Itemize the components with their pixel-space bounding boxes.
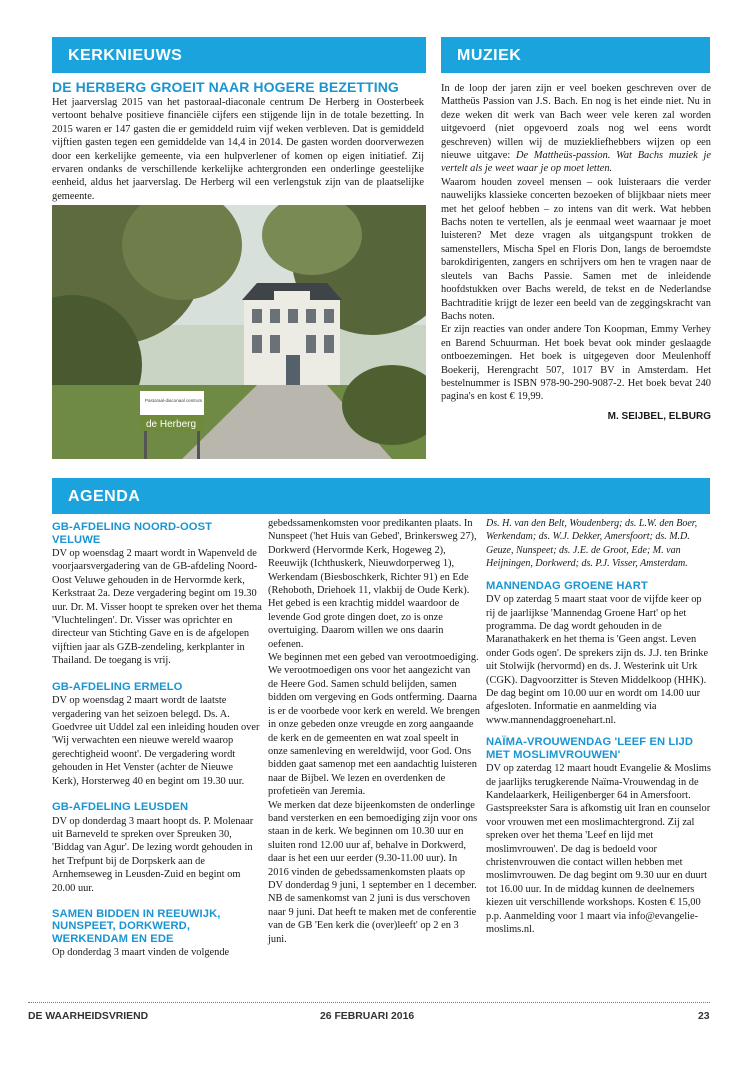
muziek-article [441,82,711,423]
agenda-item-heading: MANNENDAG GROENE HART [486,579,648,592]
agenda-item-heading: GB-AFDELING ERMELO [52,680,183,693]
photo-sign-small-text: Pastoraal-diaconaal centrum [145,398,203,403]
agenda-column-3 [486,517,711,936]
article-title: DE HERBERG GROEIT NAAR HOGERE BEZETTING [52,79,399,95]
herberg-photo-image [52,205,426,459]
kerknieuws-section-title: KERKNIEUWS [68,47,183,64]
agenda-section-title: AGENDA [68,488,141,505]
agenda-item-heading: GB-AFDELING LEUSDEN [52,801,189,813]
agenda-band [52,478,710,514]
agenda-column-2 [268,517,480,946]
agenda-item-text: Op donderdag 3 maart vinden de volgende [52,947,230,959]
footer-publication: DE WAARHEIDSVRIEND [28,1011,149,1022]
kerknieuws-band [52,37,426,73]
kerknieuws-article [52,80,424,203]
footer-date: 26 FEBRUARI 2016 [320,1011,415,1022]
photo-sign-text: de Herberg [146,419,197,430]
muziek-section-title: MUZIEK [457,47,522,64]
muziek-signature: M. SEIJBEL, ELBURG [607,410,711,422]
agenda-item-heading: SAMEN BIDDEN IN REEUWIJK, NUNSPEET, DORKWERD, WERKENDAM EN EDE [52,907,221,945]
muziek-band [441,37,710,73]
article-paragraph: Het jaarverslag 2015 van het pastoraal-diaconale centrum De Herberg in Oosterbeek vertoont behalve positieve financiële cijfers een stijgende lijn in de totale bezetting. In 2015 waren er 147 gasten die er gemiddeld ruim vijf weken verbleven. Dat is gemiddeld vijftien gasten tegen een gemiddelde van 14,4 in 2014. De gasten worden doorverwezen door een kerkelijke gemeente, via een hulpverlener of komen op eigen initiatief. Zij ervaren ondanks de verschillende kerkelijke achtergronden een onderlinge geestelijke eenheid, aldus het jaarverslag. De Herberg wil een verlengstuk zijn van de plaatselijke gemeente. [52,97,424,202]
agenda-prayer-text: gebedssamenkomsten voor predikanten plaats. In Nunspeet ('het Huis van Gebed', Brinkersweg 27), Dorkwerd (Hervormde Kerk, Hogeweg 2), Reeuwijk (Ichthuskerk, Nieuwdorperweg 1), Werkendam (Biesboschkerk, Richter 91) en Ede (Rehoboth, Driehoek 11, vlakbij de Oude Kerk). Het gebed is een krachtig middel waardoor de levende God grote dingen doet, zo is onze overtuiging. Daarom willen we ons daarin oefenen. We beginnen met een gebed van verootmoediging. We verootmoedigen ons voor het aangezicht van de Heere God. Samen schuld belijden, samen bidden om vergeving en Gods ontferming. Daarna is er de voorbede voor kerk en wereld. We brengen in onze gebeden onze vreugde en zorg aangaande de kerk en de gemeenten en wat zoal speelt in onze samenleving en wereldwijd, voor God. Ons bidden gaat samenop met een aandachtig luisteren naar de Bijbel. We lezen en overdenken de profetieën van Jeremia. We merken dat deze bijeenkomsten de onderlinge band versterken en een bemoediging zijn voor ons staan in de kerk. We beginnen om 10.30 uur en sluiten rond 12.00 uur af, behalve in Dorkwerd, daar is het een uur eerder (9.30-11.00 uur). In 2016 vinden de gebedssamenkomsten plaats op DV donderdag 9 juni, 1 september en 1 december. NB de samenkomst van 2 juni is dus verschoven naar 9 juni. Dat heeft te maken met de conferentie van de GB 'Een kerk die (over)leeft' op 2 en 3 juni. [268,518,480,945]
agenda-item-text: DV op zaterdag 12 maart houdt Evangelie & Moslims de jaarlijks terugkerende Naïma-Vrouwendag in de Kandelaarkerk, Heiligenberger 64 in Amersfoort. Gastspreekster Sara is afkomstig uit Iran en counselor voor vrouwen met een moslimachtergrond. Zij zal spreken over het thema 'Leef en lijd met moslimvrouwen'. De dag is bedoeld voor christenvrouwen die contact willen hebben met moslimvrouwen. De dag begint om 9.30 uur en duurt tot 16.00 uur. In de middag kunnen de deelnemers kiezen uit verschillende workshops. Kosten € 15,00 p.p. Aanmelding voor 1 maart via info@evangelie-moslims.nl. [486,763,711,936]
agenda-column-1 [52,521,262,960]
muziek-paragraph-1-text: In de loop der jaren zijn er veel boeken geschreven over de Mattheüs Passion van J.S. Bach. En nog is het einde niet. Nu in deze weken dit werk van Bach weer vele keren zal worden uitgevoerd (niet opgevoerd zoals nog wel eens wordt geschreven) willen wij de muziekliefhebbers wijzen op een nieuwe uitgave: [441,83,711,162]
footer-page-number: 23 [698,1011,710,1022]
agenda-item-text: DV op woensdag 2 maart wordt de laatste vergadering van het seizoen belegd. Ds. A. Goedvree uit Uddel zal een inleiding houden over 'Wij verwachten een nieuwe wereld waarop gerechtigheid woont'. De vergadering wordt gehouden in Het Venster (achter de Nieuwe Kerk), Horsterweg 40 en begint om 19.30 uur. [52,695,260,787]
agenda-item-heading: GB-AFDELING NOORD-OOST VELUWE [52,521,213,546]
agenda-speaker-names: Ds. H. van den Belt, Woudenberg; ds. L.W. den Boer, Werkendam; ds. W.J. Dekker, Amersfoort; ds. M.D. Geuze, Nunspeet; ds. J.E. de Groot, Ede; M. van Heijningen, Dorkwerd; ds. P.J. Visser, Amsterdam. [486,518,698,570]
agenda-item-text: DV op woensdag 2 maart wordt in Wapenveld de voorjaarsvergadering van de GB-afdeling Noord-Oost Veluwe gehouden in de Hervormde kerk, Kerkstraat 2a. Deze vergadering begint om 19.30 uur. Dr. M. Visser hoopt te spreken over het thema 'Vluchtelingen'. Dr. Visser was oprichter en directeur van Stichting Gave en is de afgelopen vijftien jaar als GZB-zendeling, kerkplanter in Thailand. De toegang is vrij. [52,548,262,667]
book-title: De Mattheüs-passion. Wat Bachs muziek je vertelt als je weet waar je op moet letten. [441,150,711,175]
muziek-paragraph-3: Er zijn reacties van onder andere Ton Koopman, Emmy Verhey en Barend Schuurman. Het boek bevat ook minder geslaagde ontboezemingen. Het boek is uitgegeven door Meulenhoff Boekerij, Herengracht 507, 1017 BV in Amsterdam. Het bestelnummer is ISBN 978-90-290-9087-2. Het boek bevat 240 pagina's en kost € 19,99. [441,324,711,403]
agenda-item-text: DV op donderdag 3 maart hoopt ds. P. Molenaar uit Barneveld te spreken over Spreuken 30, 'Biddag van Agur'. De lezing wordt gehouden in het Trefpunt bij de Dorpskerk aan de Arnhemseweg in Leusden-Zuid en begint om 20.00 uur. [52,815,254,894]
muziek-paragraph-1 [441,82,711,176]
herberg-photo [52,205,426,459]
footer-divider [28,1002,710,1003]
agenda-item-text: DV op zaterdag 5 maart staat voor de vijfde keer op rij de jaarlijkse 'Mannendag Groene Hart' op het programma. De dag wordt gehouden in de Maranathakerk en het thema is 'Geen angst. Leven onder Gods ogen'. De sprekers zijn ds. J.J. ten Brinke uit Stolwijk (hervormd) en ds. J. Westerink uit Urk (CGK). Dagvoorzitter is Steven Middelkoop (HHK). De dag begint om 10.00 uur en wordt om 14.00 uur afgesloten. Informatie en aanmelding via www.mannendaggroenehart.nl. [486,594,709,726]
agenda-item-heading: NAÏMA-VROUWENDAG 'LEEF EN LIJD MET MOSLIMVROUWEN' [486,736,694,761]
muziek-paragraph-2: Waarom houden zoveel mensen – ook luisteraars die verder nauwelijks klassieke concerten bezoeken of blijkbaar niets meer met het geloof hebben – zo intens van dit werk. Wat hebben Bachs noten te vertellen, als je eenmaal weet waarnaar je moet luisteren? Met deze vragen als uitgangspunt trokken de samenstellers, Mischa Spel en Floris Don, langs de beroemdste barokdirigenten, zangers en schrijvers om hen te vragen naar de sleutels van Bachs Passie. Samen met de inleidende hoofdstukken over Bachs wereld, de tekst en de Nederlandse Bachtraditie krijgt de lezer een beeld van de zeggingskracht van Bachs noten. [441,176,711,322]
